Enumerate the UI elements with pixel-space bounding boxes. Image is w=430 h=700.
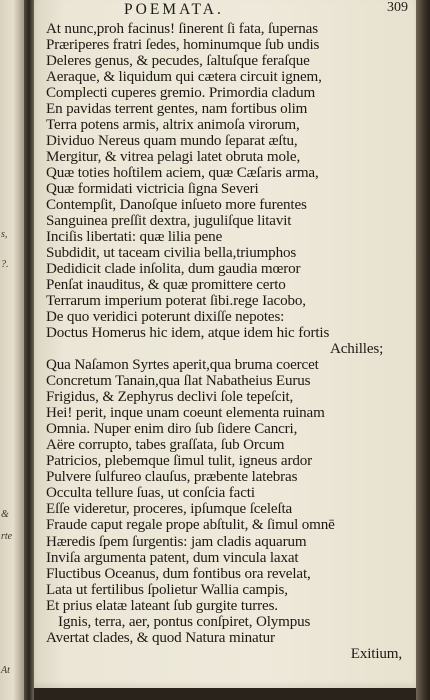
margin-fragment: &	[1, 509, 9, 520]
poem-line: Subdidit, ut taceam civilia bella,triumphos	[46, 245, 297, 262]
poem-line: Dividuo Nereus quam mundo ſeparat æſtu,	[46, 133, 298, 150]
poem-line-continuation: Achilles;	[330, 341, 384, 358]
margin-fragment: rte	[1, 531, 13, 542]
poem-line: Mergitur, & vitrea pelagi latet obruta mole,	[46, 149, 301, 166]
poem-line: Terrarum imperium poterat ſibi.rege Iacobo,	[46, 293, 306, 310]
margin-fragment: At	[1, 665, 10, 676]
poem-line: Avertat clades, & quod Natura minatur	[46, 629, 275, 646]
page-header	[34, 0, 416, 20]
poem-line: Dedidicit clade inſolita, dum gaudia mœror	[46, 261, 301, 278]
poem-line: Lata ut fertilibus ſpolietur Wallia campis,	[46, 581, 288, 598]
poem-line: Omnia. Nuper enim diro ſub ſidere Cancri,	[46, 421, 298, 438]
running-head: POEMATA.	[124, 1, 224, 18]
catchword: Exitium,	[350, 645, 402, 662]
facing-page-edge	[0, 0, 24, 700]
poem-line: En pavidas terrent gentes, nam fortibus olim	[46, 101, 308, 118]
page-right-edge	[416, 0, 430, 700]
poem-line: Præriperes fratri ſedes, hominumque ſub undis	[46, 37, 320, 54]
poem-line: Inviſa argumenta patent, dum vincula laxat	[46, 549, 299, 566]
poem-line: De quo veridici poterunt dixiſſe nepotes:	[46, 309, 285, 326]
margin-fragment: ?.	[1, 259, 9, 270]
poem-line: Occulta tellure ſuas, ut conſcia facti	[46, 485, 255, 502]
poem-line: Quæ formidati victricia ſigna Severi	[46, 181, 259, 198]
poem-line: Deleres genus, & pecudes, ſaltuſque feraſque	[46, 53, 310, 70]
poem-line: Terra potens armis, altrix animoſa virorum,	[46, 117, 300, 134]
poem-line: Patricios, plebemque ſimul tulit, igneus ardor	[46, 453, 312, 470]
poem-line: At nunc,proh facinus! ſinerent ſi fata, ſupernas	[46, 21, 318, 37]
poem-line: Sanguinea preſſit dextra, juguliſque litavit	[46, 213, 292, 230]
poem-line: Concretum Tanain,qua ſlat Nabatheius Eurus	[46, 373, 311, 390]
poem-line: Et prius elatæ lateant ſub gurgite turres.	[46, 597, 278, 614]
poem-line: Fluctibus Oceanus, dum fontibus ora revelat,	[46, 565, 311, 582]
poem-line: Hæredis ſpem ſurgentis: jam cladis aquarum	[46, 533, 307, 550]
page-bottom-edge	[34, 688, 430, 700]
poem-line: Hei! perit, inque unam coeunt elementa ruinam	[46, 405, 325, 422]
page-number: 309	[387, 0, 408, 15]
poem-line: Eſſe videretur, proceres, ipſumque ſceleſta	[46, 501, 293, 518]
poem-line: Doctus Homerus hic idem, atque idem hic fortis	[46, 325, 330, 342]
margin-fragment: s,	[1, 229, 8, 240]
poem-line: Qua Naſamon Syrtes aperit,qua bruma coercet	[46, 357, 319, 374]
poem-line: Inciſis libertati: quæ lilia pene	[46, 229, 223, 246]
poem-line: Fraude caput regale prope abſtulit, & ſimul omnē	[46, 517, 335, 534]
poem-line: Aeraque, & liquidum qui cætera circuit ignem,	[46, 69, 322, 86]
poem-line: Frigidus, & Zephyrus declivi ſole tepeſcit,	[46, 389, 294, 406]
poem-line: Contempſit, Danoſque inſueto more furentes	[46, 197, 307, 214]
poem-line: Ignis, terra, aer, pontus conſpiret, Olympus	[58, 613, 311, 630]
poem-line: Complecti cuperes gremio. Primordia cladum	[46, 85, 316, 102]
poem-line: Pulvere ſulfureo clauſus, præbente latebras	[46, 469, 298, 486]
poem-line: Penſat inauditus, & quæ promittere certo	[46, 277, 286, 294]
poem-line: Aëre corrupto, tabes graſſata, ſub Orcum	[46, 437, 285, 454]
book-gutter	[24, 0, 34, 700]
poem-text	[46, 21, 412, 662]
poem-line: Quæ toties hoſtilem aciem, quæ Cæſaris arma,	[46, 165, 319, 182]
